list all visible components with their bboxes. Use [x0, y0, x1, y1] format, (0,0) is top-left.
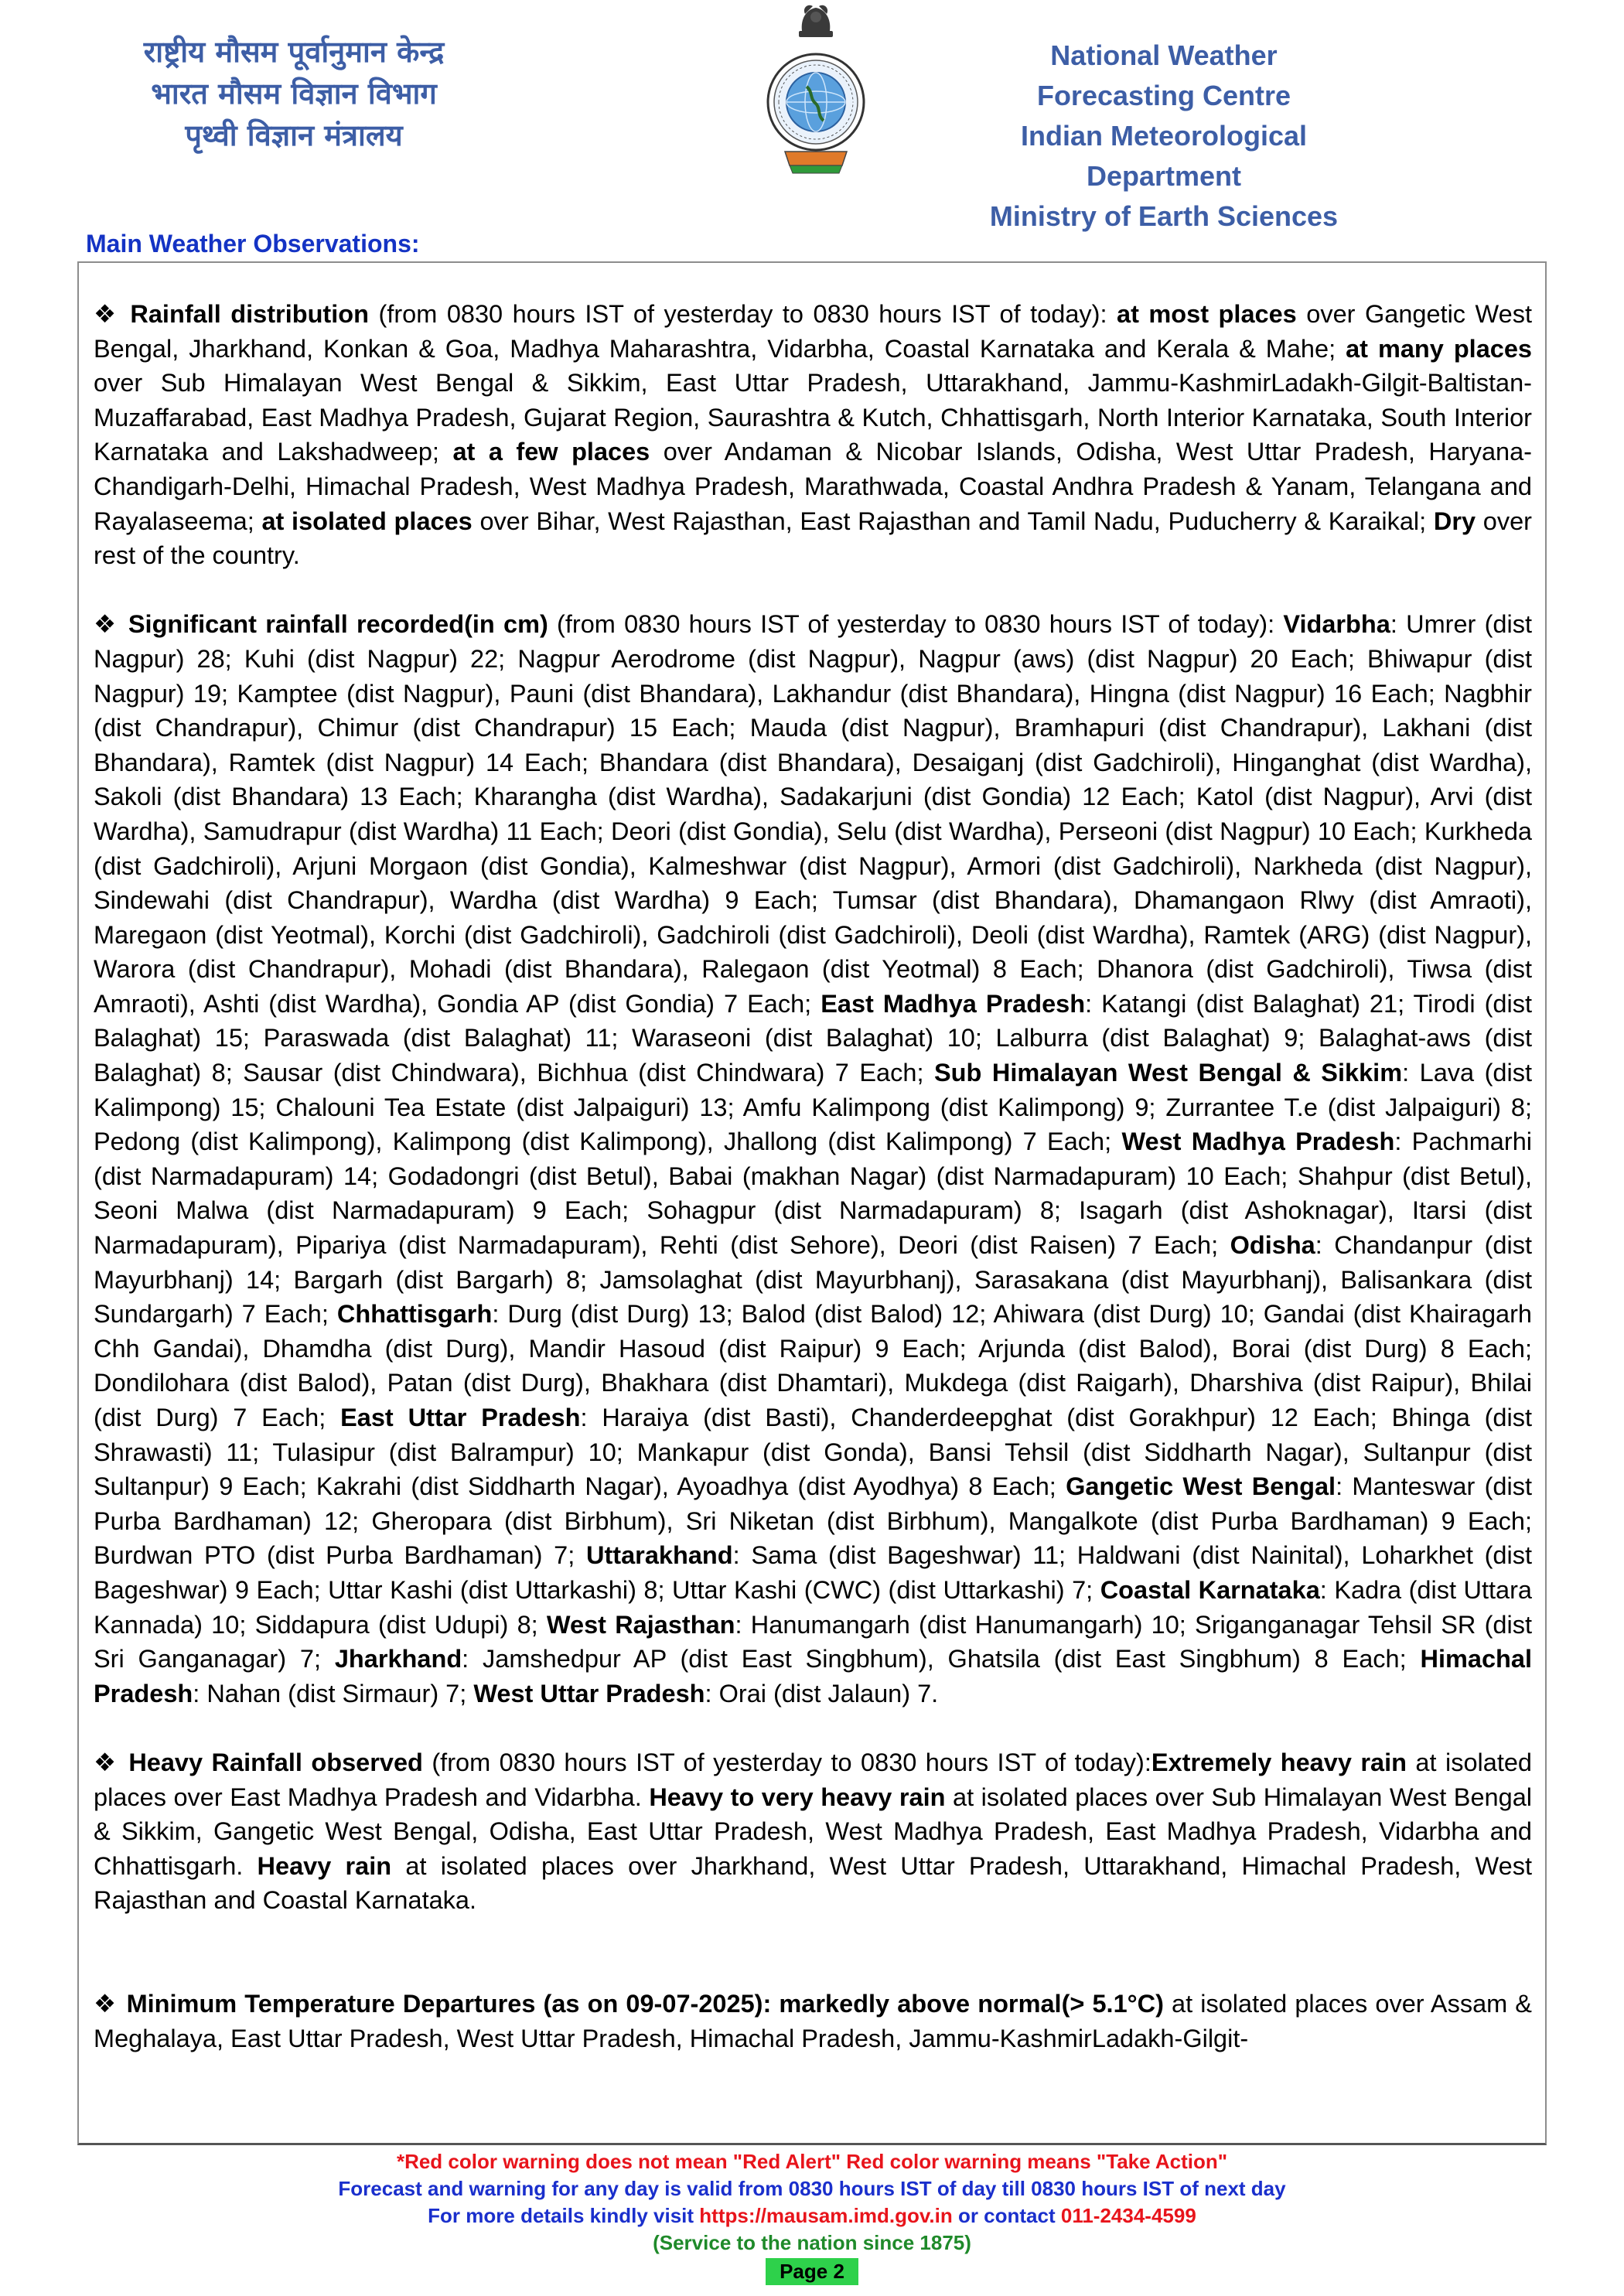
emblem-icon — [762, 0, 870, 186]
significant-rainfall-segment-1: Significant rainfall recorded(in cm) — [128, 610, 548, 639]
english-header — [978, 36, 1349, 237]
significant-rainfall-segment-20: : Sama (dist Bageshwar) 11; Haldwani (dist Nainital), Loharkhet (dist Bageshwar) 9 Each; Uttar Kashi (dist Uttarkashi) 8; Uttar Kashi (CWC) (dist Uttarkashi) 7; — [94, 1541, 1533, 1604]
significant-rainfall-segment-17: Gangetic West Bengal — [1066, 1472, 1336, 1501]
rainfall-distribution-segment-0: ❖ — [94, 299, 131, 329]
significant-rainfall-segment-2: (from 0830 hours IST of yesterday to 0830 hours IST of today): — [548, 610, 1284, 639]
significant-rainfall-segment-9: West Madhya Pradesh — [1121, 1128, 1395, 1156]
hindi-header — [85, 31, 503, 156]
rainfall-distribution-segment-4: over Gangetic West Bengal, Jharkhand, Konkan & Goa, Madhya Maharashtra, Vidarbha, Coastal Karnataka and Kerala & Mahe; — [94, 300, 1532, 363]
footer-phone-number: 011-2434-4599 — [1060, 2204, 1196, 2227]
significant-rainfall-segment-16: : Haraiya (dist Basti), Chanderdeepghat (dist Gorakhpur) 12 Each; Bhinga (dist Shrawasti) 11; Tulasipur (dist Balrampur) 10; Mankapur (dist Gonda), Bansi Tehsil (dist Siddharth Nagar), Sultanpur (dist Sultanpur) 9 Each; Kakrahi (dist Siddharth Nagar), Ayoadhya (dist Ayodhya) 8 Each; — [94, 1404, 1532, 1501]
footer-validity-note: Forecast and warning for any day is valid from 0830 hours IST of day till 0830 hours IST of next day — [338, 2177, 1286, 2200]
significant-rainfall-segment-28: : Nahan (dist Sirmaur) 7; — [193, 1679, 474, 1708]
heavy-rainfall-segment-1: Heavy Rainfall observed — [128, 1748, 423, 1776]
significant-rainfall-segment-0: ❖ — [94, 609, 128, 640]
significant-rainfall-segment-21: Coastal Karnataka — [1100, 1575, 1320, 1604]
footer-red-warning-note: *Red color warning does not mean "Red Alert" Red color warning means "Take Action" — [396, 2150, 1228, 2173]
significant-rainfall-segment-11: Odisha — [1230, 1231, 1315, 1260]
footer-contact-line — [0, 2202, 1624, 2229]
observations-content — [94, 297, 1532, 2090]
rainfall-distribution-segment-11: Dry — [1433, 507, 1476, 535]
significant-rainfall-segment-12: : Chandanpur (dist Mayurbhanj) 14; Bargarh (dist Bargarh) 8; Jamsolaghat (dist Mayurbhanj), Sarasakana (dist Mayurbhanj), Balisankara (dist Sundargarh) 7 Each; — [94, 1231, 1532, 1329]
heavy-rainfall-segment-0: ❖ — [94, 1747, 129, 1777]
significant-rainfall-segment-4: : Umrer (dist Nagpur) 28; Kuhi (dist Nagpur) 22; Nagpur Aerodrome (dist Nagpur), Nagpur (aws) (dist Nagpur) 20 Each; Bhiwapur (dist Nagpur) 19; Kamptee (dist Nagpur), Pauni (dist Bhandara), Lakhandur (dist Bhandara), Hingna (dist Nagpur) 16 Each; Nagbhir (dist Chandrapur), Chimur (dist Chandrapur) 15 Each; Mauda (dist Nagpur), Bramhapuri (dist Chandrapur), Lakhani (dist Bhandara), Ramtek (dist Nagpur) 14 Each; Bhandara (dist Bhandara), Desaiganj (dist Gadchiroli), Hinganghat (dist Wardha), Sakoli (dist Bhandara) 13 Each; Kharangha (dist Wardha), Sadakarjuni (dist Gondia) 12 Each; Katol (dist Nagpur), Arvi (dist Wardha), Samudrapur (dist Wardha) 11 Each; Deori (dist Gondia), Selu (dist Wardha), Perseoni (dist Nagpur) 10 Each; Kurkheda (dist Gadchiroli), Arjuni Morgaon (dist Gondia), Kalmeshwar (dist Nagpur), Armori (dist Gadchiroli), Narkheda (dist Nagpur), Sindewahi (dist Chandrapur), Wardha (dist Wardha) 9 Each; Tumsar (dist Bhandara), Dhamangaon Rlwy (dist Amraoti), Maregaon (dist Yeotmal), Korchi (dist Gadchiroli), Gadchiroli (dist Gadchiroli), Deoli (dist Wardha), Ramtek (ARG) (dist Nagpur), Warora (dist Chandrapur), Mohadi (dist Bhandara), Ralegaon (dist Yeotmal) 8 Each; Dhanora (dist Gadchiroli), Tiwsa (dist Amraoti), Ashti (dist Wardha), Gondia AP (dist Gondia) 7 Each; — [94, 610, 1532, 1018]
heavy-rainfall-segment-3: Extremely heavy rain — [1151, 1748, 1407, 1776]
min-temperature-paragraph — [94, 1987, 1532, 2055]
rainfall-distribution-segment-12: over rest of the country. — [94, 507, 1532, 570]
hindi-header-line3: पृथ्वी विज्ञान मंत्रालय — [185, 118, 403, 152]
hindi-header-line1: राष्ट्रीय मौसम पूर्वानुमान केन्द्र — [143, 35, 445, 69]
imd-emblem-logo — [762, 0, 870, 186]
heavy-rainfall-segment-8: at isolated places over Jharkhand, West Uttar Pradesh, Uttarakhand, Himachal Pradesh, West Rajasthan and Coastal Karnataka. — [94, 1851, 1532, 1915]
significant-rainfall-segment-18: : Manteswar (dist Purba Bardhaman) 12; Gheropara (dist Birbhum), Sri Niketan (dist Birbhum), Mangalkote (dist Purba Bardhaman) 9 Each; Burdwan PTO (dist Purba Bardhaman) 7; — [94, 1472, 1532, 1570]
heavy-rainfall-segment-5: Heavy to very heavy rain — [649, 1783, 946, 1811]
rainfall-distribution-segment-5: at many places — [1346, 334, 1533, 363]
rainfall-distribution-segment-8: over Andaman & Nicobar Islands, Odisha, West Uttar Pradesh, Haryana-Chandigarh-Delhi, Himachal Pradesh, West Madhya Pradesh, Marathwada, Coastal Andhra Pradesh & Yanam, Telangana and Rayalaseema; — [94, 438, 1533, 535]
significant-rainfall-segment-6: : Katangi (dist Balaghat) 21; Tirodi (dist Balaghat) 15; Paraswada (dist Balaghat) 11; Waraseoni (dist Balaghat) 10; Lalburra (dist Balaghat) 9; Balaghat-aws (dist Balaghat) 8; Sausar (dist Chindwara), Bichhua (dist Chindwara) 7 Each; — [94, 989, 1533, 1087]
heavy-rainfall-paragraph — [94, 1745, 1532, 1918]
min-temperature-segment-1: Minimum Temperature Departures (as on 09-07-2025): markedly above normal(> 5.1°C) — [126, 1989, 1164, 2018]
significant-rainfall-segment-10: : Pachmarhi (dist Narmadapuram) 14; Godadongri (dist Betul), Babai (makhan Nagar) (dist Narmadapuram) 10 Each; Shahpur (dist Betul), Seoni Malwa (dist Narmadapuram) 9 Each; Sohagpur (dist Narmadapuram) 8; Isagarh (dist Ashoknagar), Itarsi (dist Narmadapuram), Pipariya (dist Narmadapuram), Rehti (dist Sehore), Deori (dist Raisen) 7 Each; — [94, 1128, 1532, 1260]
footer-service-since: (Service to the nation since 1875) — [653, 2231, 971, 2254]
significant-rainfall-segment-19: Uttarakhand — [585, 1541, 733, 1570]
significant-rainfall-segment-7: Sub Himalayan West Bengal & Sikkim — [933, 1059, 1403, 1087]
significant-rainfall-segment-24: : Hanumangarh (dist Hanumangarh) 10; Sriganganagar Tehsil SR (dist Sri Ganganagar) 7; — [94, 1610, 1533, 1673]
rainfall-distribution-paragraph — [94, 297, 1532, 573]
rainfall-distribution-segment-7: at a few places — [452, 438, 650, 466]
footer-website-link[interactable]: https://mausam.imd.gov.in — [699, 2204, 953, 2227]
significant-rainfall-segment-27: Himachal Pradesh — [94, 1645, 1532, 1708]
footer-contact-mid: or contact — [952, 2204, 1061, 2227]
significant-rainfall-segment-5: East Madhya Pradesh — [821, 989, 1086, 1018]
rainfall-distribution-segment-9: at isolated places — [261, 507, 473, 535]
rainfall-distribution-segment-6: over Sub Himalayan West Bengal & Sikkim, East Uttar Pradesh, Uttarakhand, Jammu-KashmirLadakh-Gilgit-Baltistan-Muzaffarabad, East Madhya Pradesh, Gujarat Region, Saurashtra & Kutch, Chhattisgarh, North Interior Karnataka, South Interior Karnataka and Lakshadweep; — [94, 369, 1532, 466]
footer-contact-prefix: For more details kindly visit — [428, 2204, 700, 2227]
significant-rainfall-segment-29: West Uttar Pradesh — [473, 1679, 705, 1708]
english-header-line2: Indian Meteorological Department — [1020, 120, 1308, 192]
significant-rainfall-segment-25: Jharkhand — [334, 1645, 462, 1673]
english-header-line3: Ministry of Earth Sciences — [989, 200, 1339, 232]
significant-rainfall-segment-13: Chhattisgarh — [336, 1300, 493, 1329]
significant-rainfall-segment-26: : Jamshedpur AP (dist East Singbhum), Ghatsila (dist East Singbhum) 8 Each; — [462, 1645, 1421, 1673]
english-header-line1: National Weather Forecasting Centre — [1036, 39, 1291, 111]
significant-rainfall-segment-14: : Durg (dist Durg) 13; Balod (dist Balod) 12; Ahiwara (dist Durg) 10; Gandai (dist Khairagarh Chh Gandai), Dhamdha (dist Durg), Mandir Hasoud (dist Raipur) 9 Each; Arjunda (dist Balod), Borai (dist Durg) 8 Each; Dondilohara (dist Balod), Patan (dist Durg), Bhakhara (dist Dhamtari), Mukdega (dist Raigarh), Dharshiva (dist Raipur), Bhilai (dist Durg) 7 Each; — [94, 1300, 1532, 1431]
hindi-header-line2: भारत मौसम विज्ञान विभाग — [151, 77, 437, 111]
min-temperature-segment-0: ❖ — [94, 1988, 127, 2018]
page-footer — [0, 2148, 1624, 2285]
rainfall-distribution-segment-2: (from 0830 hours IST of yesterday to 0830 hours IST of today): — [369, 300, 1117, 328]
heavy-rainfall-segment-4: at isolated places over East Madhya Pradesh and Vidarbha. — [94, 1748, 1533, 1811]
heavy-rainfall-segment-2: (from 0830 hours IST of yesterday to 0830 hours IST of today): — [422, 1748, 1151, 1776]
heavy-rainfall-segment-7: Heavy rain — [257, 1851, 392, 1880]
significant-rainfall-segment-23: West Rajasthan — [546, 1610, 735, 1639]
page-number-badge: Page 2 — [766, 2258, 858, 2285]
heavy-rainfall-segment-6: at isolated places over Sub Himalayan West Bengal & Sikkim, Gangetic West Bengal, Odisha, East Uttar Pradesh, West Madhya Pradesh, East Madhya Pradesh, Vidarbha and Chhattisgarh. — [94, 1783, 1532, 1880]
significant-rainfall-segment-8: : Lava (dist Kalimpong) 15; Chalouni Tea Estate (dist Jalpaiguri) 13; Amfu Kalimpong (dist Kalimpong) 9; Zurrantee T.e (dist Jalpaiguri) 8; Pedong (dist Kalimpong), Kalimpong (dist Kalimpong), Jhallong (dist Kalimpong) 7 Each; — [94, 1059, 1532, 1156]
min-temperature-segment-2: at isolated places over Assam & Meghalaya, East Uttar Pradesh, West Uttar Pradesh, Himachal Pradesh, Jammu-KashmirLadakh-Gilgit- — [94, 1989, 1532, 2052]
significant-rainfall-segment-3: Vidarbha — [1283, 610, 1390, 639]
section-title: Main Weather Observations: — [86, 230, 420, 258]
rainfall-distribution-segment-10: over Bihar, West Rajasthan, East Rajasthan and Tamil Nadu, Puducherry & Karaikal; — [472, 507, 1434, 535]
significant-rainfall-paragraph — [94, 607, 1532, 1711]
rainfall-distribution-segment-3: at most places — [1117, 300, 1297, 328]
rainfall-distribution-segment-1: Rainfall distribution — [130, 300, 369, 328]
significant-rainfall-segment-15: East Uttar Pradesh — [340, 1404, 581, 1431]
significant-rainfall-segment-30: : Orai (dist Jalaun) 7. — [705, 1679, 939, 1708]
significant-rainfall-segment-22: : Kadra (dist Uttara Kannada) 10; Siddapura (dist Udupi) 8; — [94, 1575, 1532, 1639]
